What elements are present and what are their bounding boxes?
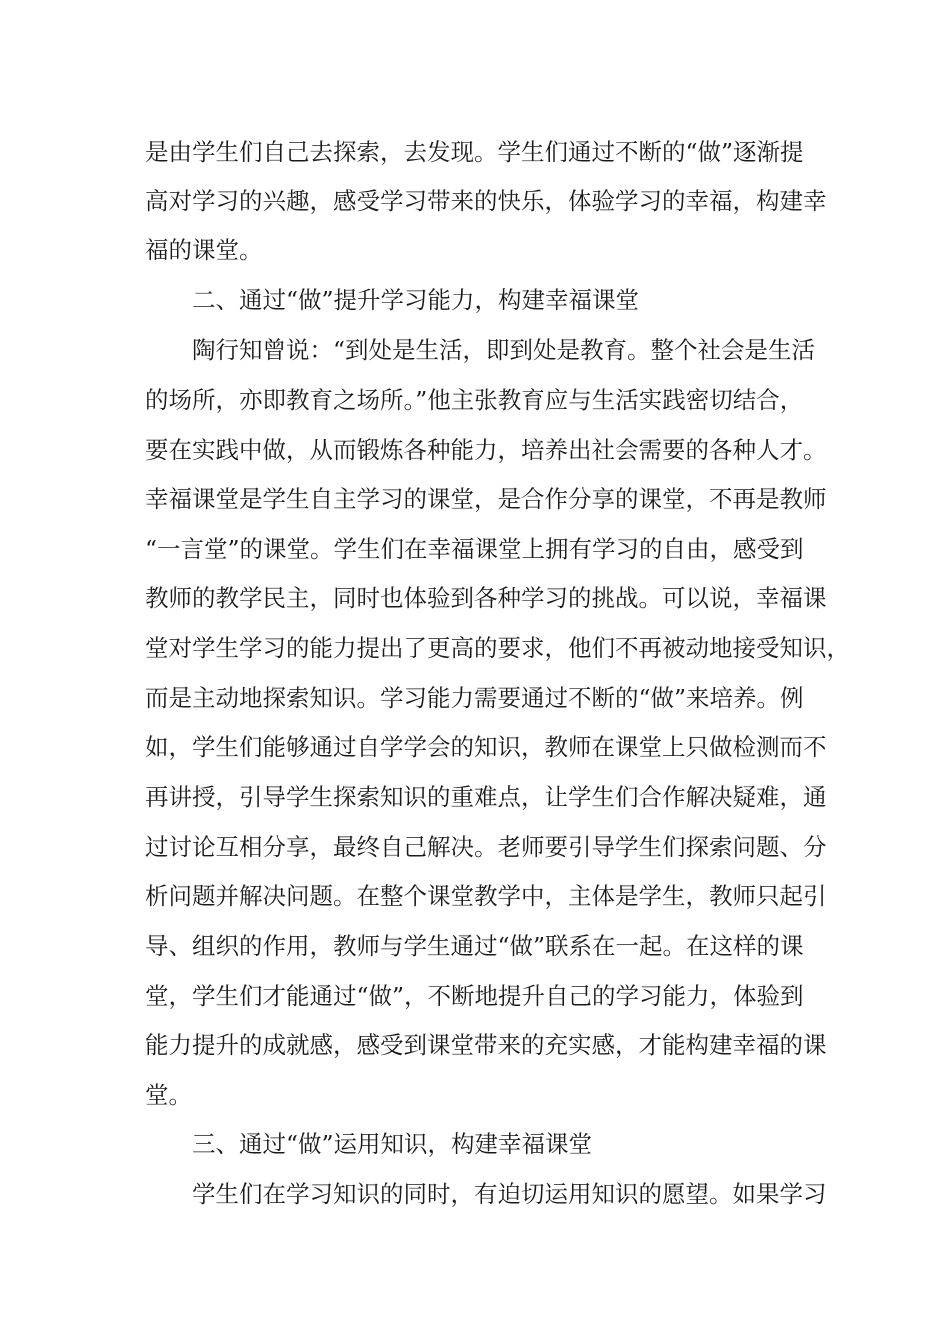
body-text-line: 过讨论互相分享，最终自己解决。老师要引导学生们探索问题、分: [145, 833, 827, 861]
body-text-line: 如，学生们能够通过自学学会的知识，教师在课堂上只做检测而不: [145, 733, 827, 761]
body-text-line: 是由学生们自己去探索，去发现。学生们通过不断的“做”逐渐提: [145, 138, 804, 166]
body-text-line: 再讲授，引导学生探索知识的重难点，让学生们合作解决疑难，通: [145, 783, 827, 811]
section-heading: 三、通过“做”运用知识，构建幸福课堂: [192, 1130, 593, 1158]
body-text-line: 堂。: [145, 1081, 192, 1109]
body-text-line: 要在实践中做，从而锻炼各种能力，培养出社会需要的各种人才。: [145, 436, 827, 464]
body-text-line: 幸福课堂是学生自主学习的课堂，是合作分享的课堂，不再是教师: [145, 485, 827, 513]
section-heading: 二、通过“做”提升学习能力，构建幸福课堂: [192, 286, 640, 314]
body-text-line: 陶行知曾说：“到处是生活，即到处是教育。整个社会是生活: [192, 336, 816, 364]
body-text-line: 教师的教学民主，同时也体验到各种学习的挑战。可以说，幸福课: [145, 584, 827, 612]
body-text-line: 福的课堂。: [145, 236, 263, 264]
body-text-line: 能力提升的成就感，感受到课堂带来的充实感，才能构建幸福的课: [145, 1031, 827, 1059]
body-text-line: 导、组织的作用，教师与学生通过“做”联系在一起。在这样的课: [145, 932, 804, 960]
body-text-line: 学生们在学习知识的同时，有迫切运用知识的愿望。如果学习: [192, 1180, 827, 1208]
body-text-line: 高对学习的兴趣，感受学习带来的快乐，体验学习的幸福，构建幸: [145, 187, 827, 215]
body-text-line: 而是主动地探索知识。学习能力需要通过不断的“做”来培养。例: [145, 684, 804, 712]
body-text-line: 堂，学生们才能通过“做”，不断地提升自己的学习能力，体验到: [145, 982, 804, 1010]
body-text-line: 的场所，亦即教育之场所。”他主张教育应与生活实践密切结合，: [145, 386, 804, 414]
body-text-line: 堂对学生学习的能力提出了更高的要求，他们不再被动地接受知识，: [145, 634, 850, 662]
body-text-line: 析问题并解决问题。在整个课堂教学中，主体是学生，教师只起引: [145, 882, 827, 910]
body-text-line: “一言堂”的课堂。学生们在幸福课堂上拥有学习的自由，感受到: [145, 535, 804, 563]
